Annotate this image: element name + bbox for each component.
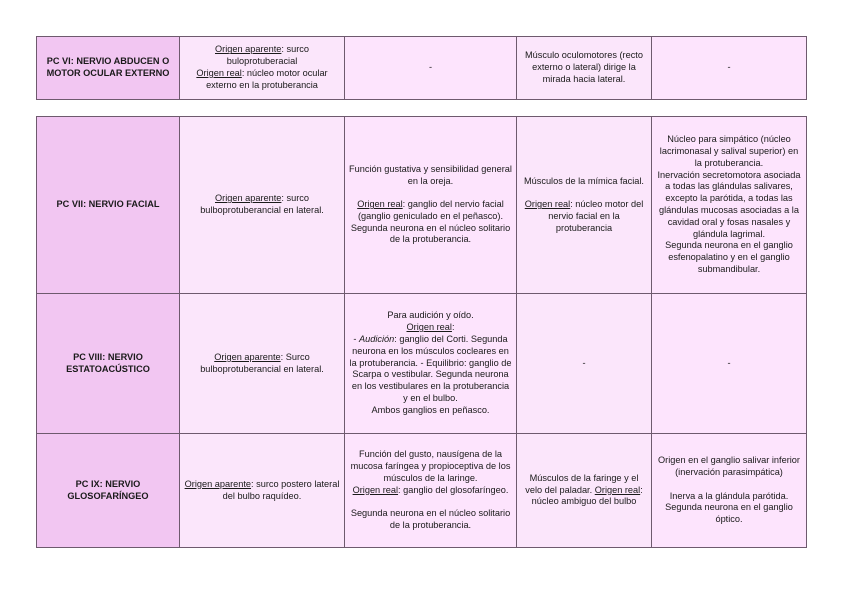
origin-cell	[180, 117, 345, 294]
table-row-pc7	[37, 117, 807, 294]
function-intro: Función del gusto, nausígena de la mucosa faríngea y propioceptiva de los músculos de la laringe.	[350, 449, 511, 483]
origin-real-text: : ganglio del nervio facial (ganglio geniculado en el peñasco).	[357, 199, 504, 221]
audicion-prefix: -	[353, 334, 359, 344]
origin-real-label: Origen real	[524, 199, 571, 210]
table-row-pc8	[37, 294, 807, 434]
motor-cell	[517, 37, 652, 100]
origin-real-label: Origen real	[357, 199, 403, 210]
origin-apparent-label: Origen aparente	[215, 44, 282, 55]
parasympathetic-cell	[652, 434, 807, 548]
function-intro: Función gustativa y sensibilidad general en la oreja.	[349, 163, 512, 186]
parasympathetic-origin: Origen en el ganglio salivar inferior (inervación parasimpática)	[658, 455, 800, 477]
parasympathetic-cell	[652, 117, 807, 294]
origin-apparent-label: Origen aparente	[214, 351, 281, 362]
function-intro: Para audición y oído.	[387, 310, 474, 321]
motor-cell	[517, 117, 652, 294]
nerve-table-top	[36, 36, 807, 100]
motor-intro: Músculos de la mímica facial.	[524, 175, 644, 186]
nerve-name: PC VI: NERVIO ABDUCEN O MOTOR OCULAR EXTERNO	[46, 56, 170, 78]
function-cell	[345, 37, 517, 100]
motor-cell	[517, 294, 652, 434]
parasympathetic-innervation: Inervación secretomotora asociada a todas las glándulas salivares, excepto la parótida, a todas las glándulas mucosas asociadas a la cavidad oral y fosas nasales y glándula lagrimal.	[657, 169, 801, 239]
origin-apparent-text: : Surco bulboprotuberancial en lateral.	[200, 351, 324, 374]
motor-intro: Músculos de la faringe y el velo del paladar.	[525, 472, 639, 495]
nerve-name: PC VIII: NERVIO ESTATOACÚSTICO	[66, 351, 150, 374]
origin-cell	[180, 434, 345, 548]
audicion-label: Audición	[358, 334, 395, 344]
function-text: -	[428, 62, 433, 73]
nerve-name-cell	[37, 117, 180, 294]
motor-text: -	[582, 357, 586, 368]
origin-apparent-text: : surco bulboprotuberancial en lateral.	[200, 193, 324, 215]
nerve-name-cell	[37, 37, 180, 100]
function-cell	[345, 294, 517, 434]
function-cell	[345, 117, 517, 294]
nerve-table-main	[36, 116, 807, 548]
ganglios-text: Ambos ganglios en peñasco.	[371, 404, 490, 415]
parasympathetic-nucleus: Núcleo para simpático (núcleo lacrimonasal y salival superior) en la protuberancia.	[659, 134, 799, 168]
nerve-name-cell	[37, 294, 180, 434]
origin-real-label: Origen real	[406, 322, 452, 333]
motor-text: Músculo oculomotores (recto externo o lateral) dirige la mirada hacia lateral.	[525, 50, 643, 84]
origin-real-text: : núcleo motor del nervio facial en la protuberancia	[548, 199, 644, 233]
origin-real-text: : ganglio del glosofaríngeo.	[398, 484, 509, 495]
parasympathetic-innervation: Inerva a la glándula parótida. Segunda neurona en el ganglio óptico.	[665, 490, 793, 525]
origin-real-label: Origen real	[352, 484, 399, 495]
origin-cell	[180, 294, 345, 434]
table-row-pc9	[37, 434, 807, 548]
origin-real-label: Origen real	[196, 68, 242, 78]
nerve-name-cell	[37, 434, 180, 548]
motor-cell	[517, 434, 652, 548]
second-neuron-text: Segunda neurona en el núcleo solitario de la protuberancia.	[350, 508, 511, 530]
origin-apparent-label: Origen aparente	[215, 193, 282, 204]
audicion-text: : ganglio del Corti. Segunda neurona en los músculos cocleares en la protuberancia. - Equilibrio: ganglio de Scarpa o vestibular. Segunda neurona en los vestibulares en la protuberancia y en el bulbo.	[349, 334, 512, 403]
parasympathetic-text: -	[727, 357, 731, 368]
parasympathetic-cell	[652, 294, 807, 434]
table-row-pc6	[37, 37, 807, 100]
parasympathetic-second-neuron: Segunda neurona en el ganglio esfenopalatino y en el ganglio submandibular.	[665, 240, 793, 274]
origin-cell	[180, 37, 345, 100]
origin-apparent-text: : surco buloprotuberacial	[226, 44, 309, 67]
origin-real-label: Origen real	[594, 484, 641, 495]
nerve-name: PC VII: NERVIO FACIAL	[56, 199, 160, 210]
origin-real-text: : núcleo ambiguo del bulbo	[531, 484, 643, 507]
second-neuron-text: Segunda neurona en el núcleo solitario de la protuberancia.	[350, 222, 511, 245]
origin-real-colon: :	[451, 322, 455, 333]
parasympathetic-text: -	[727, 62, 731, 73]
function-cell	[345, 434, 517, 548]
origin-real-text: : núcleo motor ocular externo en la protuberancia	[206, 68, 328, 90]
nerve-name: PC IX: NERVIO GLOSOFARÍNGEO	[67, 478, 149, 501]
parasympathetic-cell	[652, 37, 807, 100]
origin-apparent-label: Origen aparente	[184, 478, 252, 489]
origin-apparent-text: : surco postero lateral del bulbo raquídeo.	[222, 478, 340, 501]
